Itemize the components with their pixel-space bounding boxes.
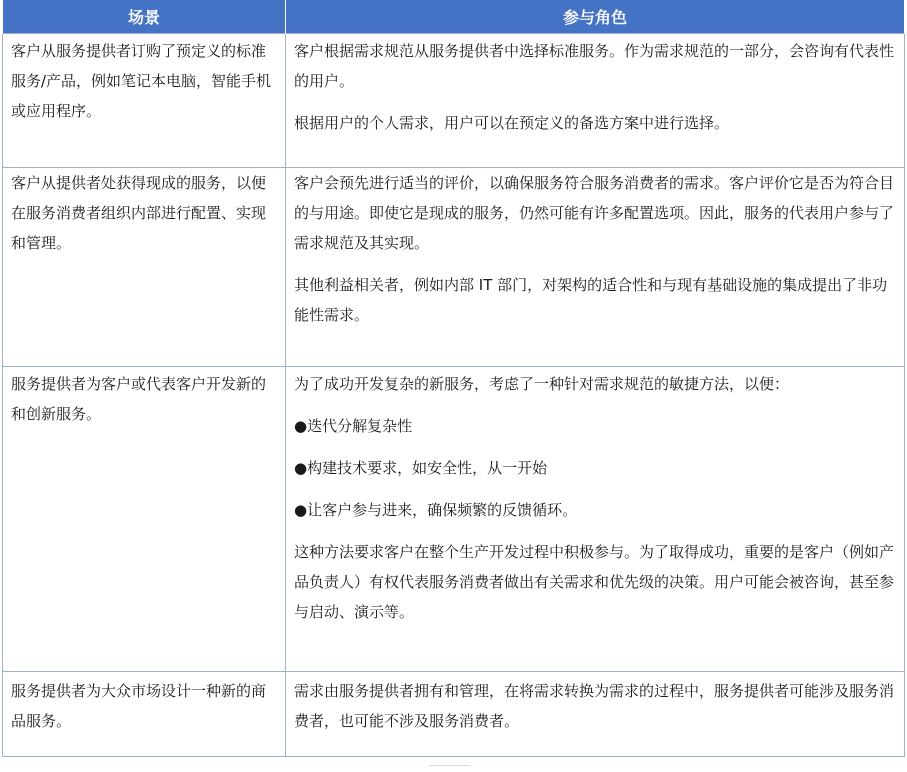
roles-paragraph: 客户根据需求规范从服务提供者中选择标准服务。作为需求规范的一部分，会咨询有代表性的用户。 (294, 42, 895, 90)
roles-cell (286, 367, 905, 672)
roles-bullet: ●让客户参与进来，确保频繁的反馈循环。 (294, 501, 578, 519)
scenario-text: 客户从服务提供者订购了预定义的标准服务/产品，例如笔记本电脑，智能手机或应用程序。 (11, 42, 272, 120)
scenario-cell (3, 34, 286, 168)
roles-cell (286, 168, 905, 367)
table-header-row (3, 0, 905, 34)
roles-paragraph: 根据用户的个人需求，用户可以在预定义的备选方案中进行选择。 (294, 114, 730, 132)
roles-paragraph: 这种方法要求客户在整个生产开发过程中积极参与。为了取得成功，重要的是客户（例如产品负责人）有权代表服务消费者做出有关需求和优先级的决策。用户可能会被咨询，甚至参与启动、演示等。 (294, 543, 895, 621)
header-scenario: 场景 (3, 0, 286, 34)
table-row (3, 168, 905, 367)
roles-cell (286, 34, 905, 168)
table-row (3, 34, 905, 168)
roles-paragraph: 为了成功开发复杂的新服务，考虑了一种针对需求规范的敏捷方法，以便： (294, 375, 790, 393)
scenario-text: 服务提供者为客户或代表客户开发新的和创新服务。 (11, 375, 267, 423)
roles-paragraph: 其他利益相关者，例如内部 IT 部门，对架构的适合性和与现有基础设施的集成提出了非功能性需求。 (294, 276, 888, 324)
roles-paragraph: 需求由服务提供者拥有和管理，在将需求转换为需求的过程中，服务提供者可能涉及服务消费者，也可能不涉及服务消费者。 (294, 682, 895, 730)
scenario-cell (3, 672, 286, 757)
table-row (3, 672, 905, 757)
scenario-cell (3, 168, 286, 367)
table-row (3, 367, 905, 672)
header-roles: 参与角色 (286, 0, 905, 34)
roles-paragraph: 客户会预先进行适当的评价，以确保服务符合服务消费者的需求。客户评价它是否为符合目的与用途。即使它是现成的服务，仍然可能有许多配置选项。因此，服务的代表用户参与了需求规范及其实现。 (294, 174, 895, 252)
scenario-text: 服务提供者为大众市场设计一种新的商品服务。 (11, 682, 267, 730)
roles-bullet: ●迭代分解复杂性 (294, 417, 413, 435)
scenario-roles-table (2, 0, 905, 757)
scenario-text: 客户从提供者处获得现成的服务，以便在服务消费者组织内部进行配置、实现和管理。 (11, 174, 267, 252)
scenario-cell (3, 367, 286, 672)
roles-cell (286, 672, 905, 757)
roles-bullet: ●构建技术要求，如安全性，从一开始 (294, 459, 548, 477)
